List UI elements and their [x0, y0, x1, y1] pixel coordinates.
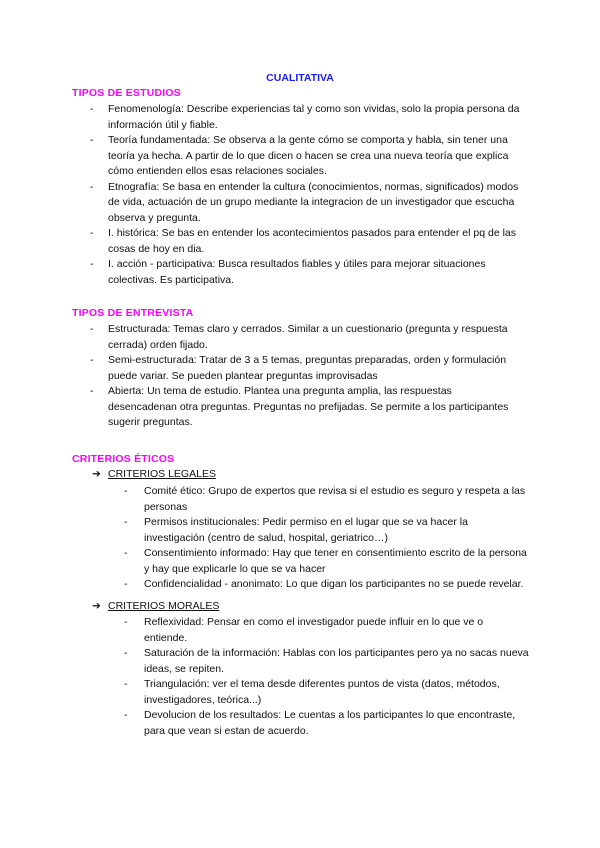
- list-item: - Abierta: Un tema de estudio. Plantea una pregunta amplia, las respuestas desencadenan otra preguntas. Preguntas no prefijadas. Se permite a los participantes sugerir preguntas.: [90, 385, 509, 428]
- subheading-criterios-morales: ➔ CRITERIOS MORALES: [92, 600, 220, 612]
- heading-tipos-entrevista: TIPOS DE ENTREVISTA: [72, 307, 194, 319]
- list-item: - Teoría fundamentada: Se observa a la gente cómo se comporta y habla, sin tener una teoría ya hecha. A partir de lo que dicen o hacen se crea una nueva teoría que explica cómo entienden ellos esas relaciones sociales.: [90, 134, 509, 177]
- list-item: - Semi-estructurada: Tratar de 3 a 5 temas, preguntas preparadas, orden y formulación puede variar. Se pueden plantear preguntas improvisadas: [90, 354, 507, 382]
- list-item: - Etnografía: Se basa en entender la cultura (conocimientos, normas, significados) modos de vida, actuación de un grupo mediante la integracion de un investigador que escucha observa y pregunta.: [90, 180, 519, 224]
- list-item: - Fenomenología: Describe experiencias tal y como son vividas, solo la propia persona da información útil y fiable.: [90, 103, 520, 131]
- list-item: - I. acción - participativa: Busca resultados fiables y útiles para mejorar situaciones colectivas. Es participativa.: [90, 258, 486, 286]
- list-item: - Devolucion de los resultados: Le cuentas a los participantes lo que encontraste, para que vean si estan de acuerdo.: [124, 709, 516, 737]
- list-criterios-legales: [124, 484, 529, 593]
- list-item: - Reflexividad: Pensar en como el investigador puede influir en lo que ve o entiende.: [124, 616, 484, 644]
- heading-criterios-eticos: CRITERIOS ÉTICOS: [72, 453, 175, 465]
- dash-bullet: -: [124, 647, 128, 659]
- list-item: - I. histórica: Se bas en entender los acontecimientos pasados para entender el pq de las cosas de hoy en dia.: [90, 227, 517, 255]
- list-item: - Saturación de la información: Hablas con los participantes pero ya no sacas nueva ideas, se repiten.: [124, 647, 529, 675]
- arrow-right-icon: ➔: [92, 468, 101, 480]
- subheading-criterios-legales: ➔ CRITERIOS LEGALES: [92, 468, 216, 480]
- dash-bullet: -: [90, 258, 94, 270]
- dash-bullet: -: [124, 578, 128, 590]
- list-item: - Permisos institucionales: Pedir permiso en el lugar que se va hacer la investigación (centro de salud, hospital, geriatrico…): [124, 516, 468, 544]
- dash-bullet: -: [124, 516, 128, 528]
- dash-bullet: -: [124, 616, 128, 628]
- list-item: - Comité ético: Grupo de expertos que revisa si el estudio es seguro y respeta a las personas: [124, 485, 526, 513]
- dash-bullet: -: [124, 547, 128, 559]
- dash-bullet: -: [124, 485, 128, 497]
- list-criterios-morales: [124, 615, 529, 739]
- dash-bullet: -: [90, 354, 94, 366]
- dash-bullet: -: [90, 323, 94, 335]
- dash-bullet: -: [124, 678, 128, 690]
- dash-bullet: -: [90, 180, 94, 193]
- document-title: CUALITATIVA: [266, 72, 334, 84]
- dash-bullet: -: [90, 385, 94, 397]
- list-tipos-estudios: [90, 102, 520, 288]
- list-item: - Confidencialidad - anonimato: Lo que digan los participantes no se puede revelar.: [124, 577, 529, 593]
- dash-bullet: -: [90, 103, 94, 115]
- dash-bullet: -: [90, 134, 94, 146]
- dash-bullet: -: [124, 709, 128, 721]
- dash-bullet: -: [90, 227, 94, 239]
- list-tipos-entrevista: [90, 322, 520, 431]
- heading-tipos-estudios: TIPOS DE ESTUDIOS: [72, 87, 181, 99]
- arrow-right-icon: ➔: [92, 600, 101, 612]
- list-item: - Triangulación: ver el tema desde diferentes puntos de vista (datos, métodos, investigadores, teórica...): [124, 678, 500, 706]
- list-item: - Consentimiento informado: Hay que tener en consentimiento escrito de la persona y hay que explicarle lo que se va hacer: [124, 547, 527, 575]
- list-item: - Estructurada: Temas claro y cerrados. Similar a un cuestionario (pregunta y respuesta cerrada) orden fijado.: [90, 323, 508, 351]
